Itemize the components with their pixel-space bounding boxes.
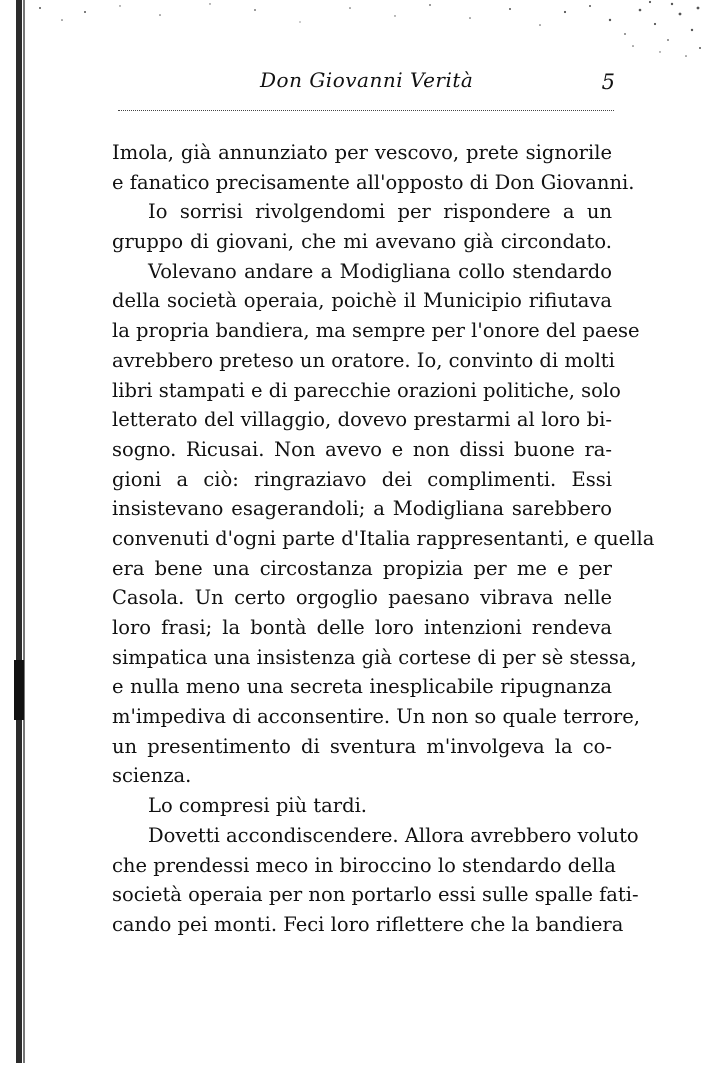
page-number: 5 (601, 70, 615, 94)
text-line: era bene una circostanza propizia per me e per (112, 556, 612, 580)
text-line: Imola, già annunziato per vescovo, prete signorile (112, 141, 612, 164)
text-line: Io sorrisi rivolgendomi per rispondere a un (148, 200, 612, 224)
text-line: convenuti d'ogni parte d'Italia rappresentanti, e quella (112, 526, 655, 550)
header-rule (118, 110, 614, 111)
text-line: la propria bandiera, ma sempre per l'onore del paese (112, 319, 640, 343)
text-line: della società operaia, poichè il Municipio rifiutava (112, 289, 612, 313)
text-line: che prendessi meco in biroccino lo stendardo della (112, 853, 616, 877)
text-line: Casola. Un certo orgoglio paesano vibrava nelle (112, 586, 612, 610)
text-line: sogno. Ricusai. Non avevo e non dissi buone ra- (112, 437, 612, 461)
text-line: società operaia per non portarlo essi sulle spalle fati- (112, 883, 639, 907)
running-title: Don Giovanni Verità (260, 68, 474, 92)
body-text (112, 138, 655, 940)
text-line: m'impediva di acconsentire. Un non so quale terrore, (112, 705, 640, 729)
text-line: cando pei monti. Feci loro riflettere che la bandiera (112, 912, 624, 936)
text-line: simpatica una insistenza già cortese di per sè stessa, (112, 645, 637, 669)
text-line: Volevano andare a Modigliana collo stendardo (148, 259, 612, 283)
page-header (110, 68, 615, 100)
text-line: insistevano esagerandoli; a Modigliana sarebbero (112, 497, 612, 521)
text-line: avrebbero preteso un oratore. Io, convinto di molti (112, 348, 615, 372)
text-line: e fanatico precisamente all'opposto di Don Giovanni. (112, 170, 635, 194)
text-line: gioni a ciò: ringraziavo dei complimenti. Essi (112, 467, 612, 491)
text-line: loro frasi; la bontà delle loro intenzioni rendeva (112, 616, 612, 639)
page-binding-edge (12, 0, 28, 1063)
text-line: gruppo di giovani, che mi avevano già circondato. (112, 230, 612, 254)
scan-noise-top (0, 0, 708, 70)
text-line: letterato del villaggio, dovevo prestarmi al loro bi- (112, 408, 612, 432)
text-line: scienza. (112, 764, 192, 788)
text-line: un presentimento di sventura m'involgeva la co- (112, 734, 612, 758)
text-line: Lo compresi più tardi. (148, 794, 368, 818)
text-line: libri stampati e di parecchie orazioni politiche, solo (112, 378, 621, 402)
text-line: e nulla meno una secreta inesplicabile ripugnanza (112, 675, 612, 699)
text-line: Dovetti accondiscendere. Allora avrebbero voluto (148, 823, 639, 847)
